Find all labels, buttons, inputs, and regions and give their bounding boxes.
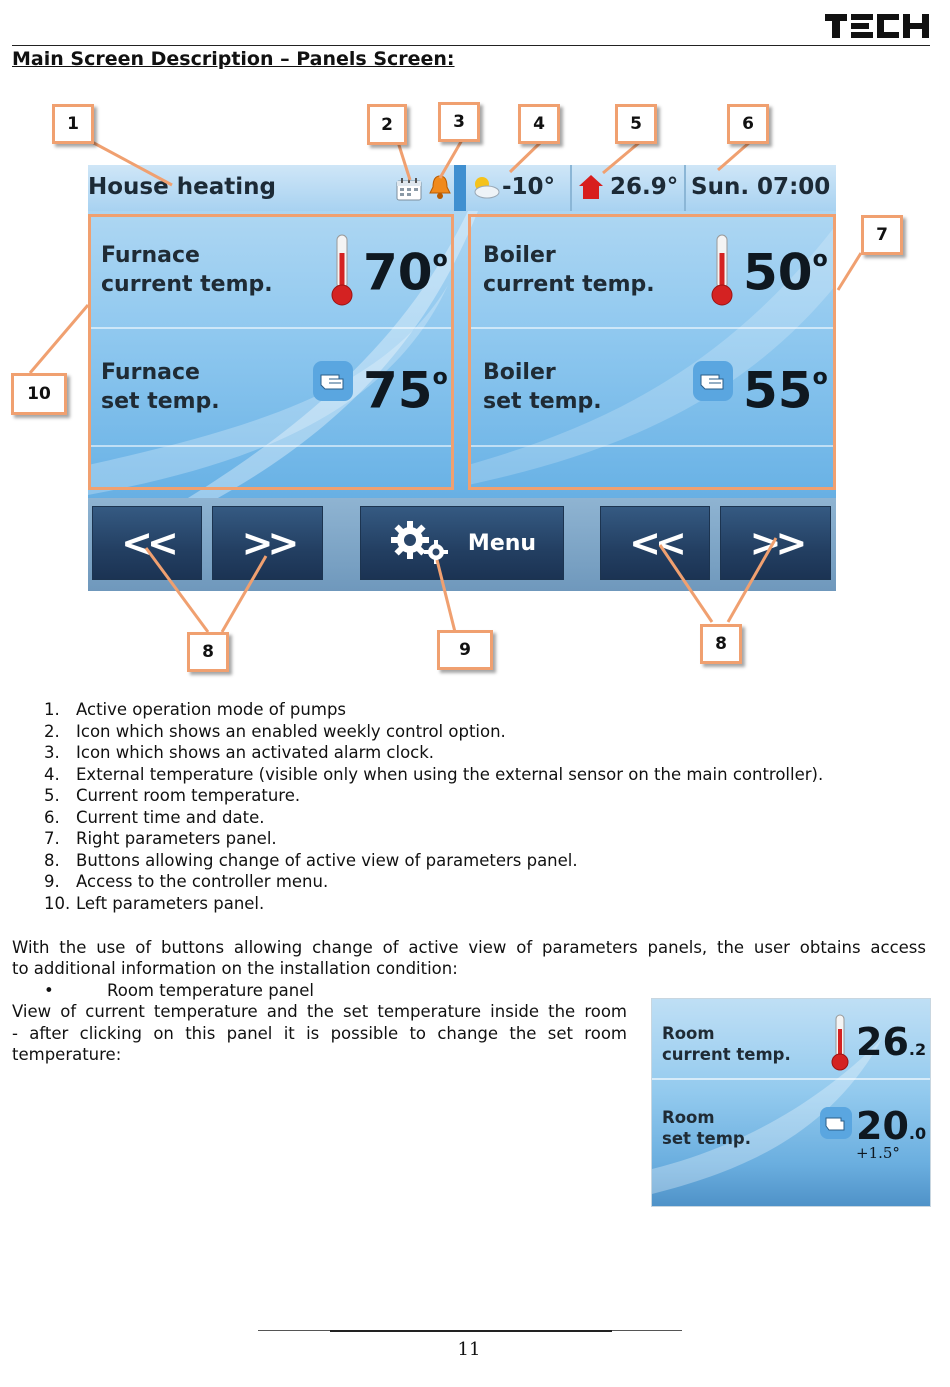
callout-3: 3 — [438, 102, 480, 142]
callout-1: 1 — [52, 104, 94, 144]
paragraph-line: temperature: — [12, 1045, 122, 1064]
external-temp: -10° — [502, 174, 556, 200]
left-next-button[interactable]: >> — [212, 506, 323, 580]
room-temp: 26.9° — [610, 174, 679, 200]
boiler-current-label-1: Boiler — [483, 243, 556, 268]
weekly-calendar-icon — [396, 177, 422, 201]
room-current-label-2: current temp. — [662, 1045, 791, 1064]
button-bar — [88, 498, 836, 591]
callout-4: 4 — [518, 104, 560, 144]
menu-button-label: Menu — [467, 530, 537, 556]
left-prev-button[interactable]: << — [92, 506, 202, 580]
boiler-current-value: 50$^o$ — [743, 243, 828, 302]
gears-icon — [388, 518, 458, 568]
room-current-value: 26.2 — [856, 1020, 927, 1064]
page-title: Main Screen Description – Panels Screen: — [12, 48, 455, 70]
furnace-current-label-2: current temp. — [101, 272, 273, 297]
room-set-offset: +1.5° — [856, 1144, 900, 1162]
hand-pointer-icon — [691, 359, 735, 403]
callout-5: 5 — [615, 104, 657, 144]
list-item: 5. Current room temperature. — [44, 786, 301, 805]
callout-6: 6 — [727, 104, 769, 144]
mode-label: House heating — [88, 174, 276, 200]
paragraph-line: to additional information on the installation condition: — [12, 959, 458, 978]
panel-separator — [471, 445, 833, 447]
thermometer-icon — [327, 233, 357, 307]
list-item: 6. Current time and date. — [44, 807, 265, 827]
footer-rule — [330, 1330, 612, 1332]
furnace-current-label-1: Furnace — [101, 243, 200, 268]
hand-pointer-icon — [818, 1105, 854, 1141]
callout-7: 7 — [861, 215, 903, 255]
room-temperature-panel[interactable] — [651, 998, 931, 1207]
header-rule — [12, 45, 930, 46]
date-time: Sun. 07:00 — [691, 174, 831, 200]
list-item: 2. Icon which shows an enabled weekly control option. — [44, 721, 506, 741]
status-divider — [454, 165, 466, 211]
right-parameters-panel[interactable] — [468, 214, 836, 490]
furnace-set-value: 75$^o$ — [363, 361, 448, 420]
list-item: 9. Access to the controller menu. — [44, 872, 329, 891]
tech-logo-icon — [825, 14, 929, 40]
furnace-set-label-2: set temp. — [101, 389, 220, 414]
boiler-set-label-2: set temp. — [483, 389, 602, 414]
callout-8-left: 8 — [187, 632, 229, 672]
callout-8-right: 8 — [700, 624, 742, 664]
weather-cloud-sun-icon — [470, 173, 500, 201]
right-next-button[interactable]: >> — [720, 506, 831, 580]
page-number: 11 — [457, 1339, 481, 1360]
boiler-current-label-2: current temp. — [483, 272, 655, 297]
list-item: 8. Buttons allowing change of active view of parameters panel. — [44, 850, 578, 870]
paragraph-line: View of current temperature and the set temperature inside the room — [12, 1002, 627, 1021]
list-item: 4. External temperature (visible only when using the external sensor on the main controller). — [44, 764, 824, 784]
status-bar — [88, 165, 836, 211]
boiler-set-value: 55$^o$ — [743, 361, 828, 420]
list-item: 3. Icon which shows an activated alarm clock. — [44, 743, 435, 762]
alarm-bell-icon — [428, 174, 452, 200]
room-current-label-1: Room — [662, 1024, 715, 1043]
hand-pointer-icon — [311, 359, 355, 403]
callout-10: 10 — [11, 373, 67, 415]
room-set-label-1: Room — [662, 1108, 715, 1127]
house-icon — [578, 173, 604, 201]
left-parameters-panel[interactable] — [88, 214, 454, 490]
menu-button[interactable] — [360, 506, 564, 580]
thermometer-icon — [828, 1013, 852, 1071]
boiler-set-label-1: Boiler — [483, 360, 556, 385]
status-divider — [570, 165, 572, 211]
right-prev-button[interactable]: << — [600, 506, 710, 580]
bullet-symbol: • — [44, 981, 54, 1000]
callout-2: 2 — [367, 104, 407, 145]
list-item: 10. Left parameters panel. — [44, 893, 265, 913]
list-item: 7. Right parameters panel. — [44, 829, 277, 848]
room-set-label-2: set temp. — [662, 1129, 751, 1148]
status-divider — [684, 165, 686, 211]
furnace-set-label-1: Furnace — [101, 360, 200, 385]
panel-separator — [471, 327, 833, 329]
thermometer-icon — [707, 233, 737, 307]
controller-screen — [88, 165, 836, 591]
callout-9: 9 — [437, 630, 493, 670]
furnace-current-value: 70$^o$ — [363, 243, 448, 302]
panel-separator — [91, 445, 451, 447]
bullet-text: Room temperature panel — [107, 981, 314, 1000]
tech-logo — [825, 14, 929, 40]
panel-separator — [91, 327, 451, 329]
list-item: 1. Active operation mode of pumps — [44, 700, 347, 719]
paragraph-line: With the use of buttons allowing change of active view of parameters panels, the user obtains access — [12, 938, 926, 957]
paragraph-line: - after clicking on this panel it is possible to change the set room — [12, 1024, 627, 1043]
description-list — [44, 699, 823, 914]
room-set-value: 20.0 — [856, 1104, 927, 1148]
